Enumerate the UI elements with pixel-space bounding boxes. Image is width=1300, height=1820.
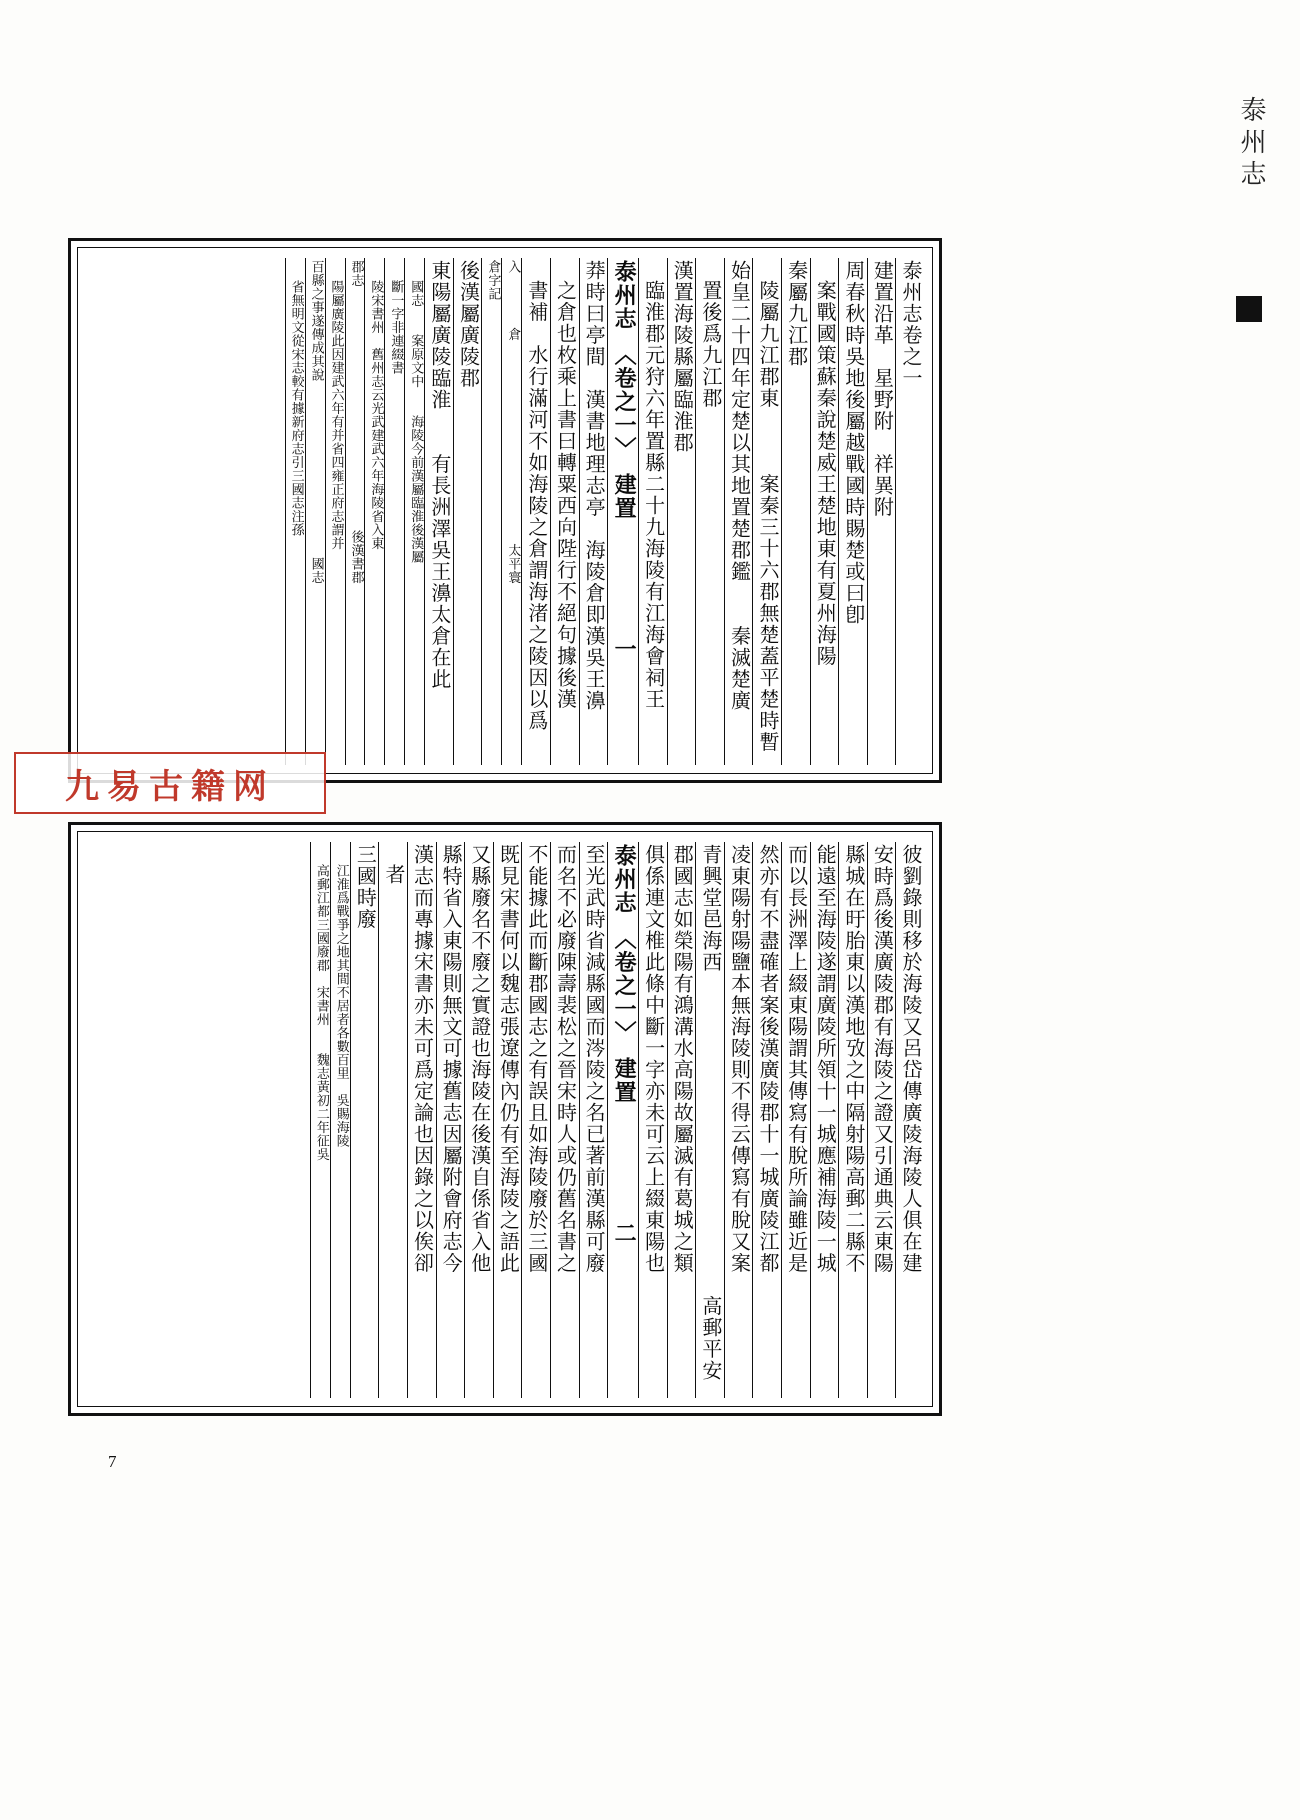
column-text: 郡國志如榮陽有鴻溝水高陽故屬滅有葛城之類 xyxy=(670,844,695,1274)
column-text: 而以長洲澤上綴東陽謂其傳寫有脫所論雖近是 xyxy=(784,844,809,1274)
column-text: 陽屬廣陵此因建武六年有并省四雍正府志謂并 xyxy=(328,280,344,550)
text-column xyxy=(752,842,781,1398)
text-column xyxy=(493,842,522,1398)
watermark-stamp: 九易古籍网 xyxy=(14,752,326,814)
text-column xyxy=(384,258,404,765)
column-text: 安時爲後漢廣陵郡有海陵之證又引通典云東陽 xyxy=(870,844,895,1274)
column-text: 縣特省入東陽則無文可據舊志因屬附會府志今 xyxy=(439,844,464,1274)
text-column xyxy=(867,842,896,1398)
column-text: 而名不必廢陳壽裴松之晉宋時人或仍舊名書之 xyxy=(553,844,578,1274)
text-column xyxy=(579,258,608,765)
spine-title: 泰州志 xyxy=(1236,96,1266,192)
text-column xyxy=(838,258,867,765)
column-text: 莽時曰亭間 漢書地理志亭 海陵倉即漢吳王濞 xyxy=(582,260,607,712)
text-column xyxy=(638,842,667,1398)
text-column xyxy=(325,258,345,765)
column-text: 臨淮郡元狩六年置縣二十九海陵有江海會祠王 xyxy=(641,280,666,710)
column-text: 倉字記 xyxy=(485,260,501,301)
text-column xyxy=(724,258,753,765)
text-column xyxy=(364,258,384,765)
text-column xyxy=(895,842,924,1398)
column-text: 郡志 後漢書郡 xyxy=(348,260,364,584)
text-frame-bottom xyxy=(68,822,942,1416)
column-text: 漢置海陵縣屬臨淮郡 xyxy=(670,260,695,454)
column-text: 置後爲九江郡 xyxy=(698,280,723,409)
column-text: 泰州志 〈卷之一〉 建置 二 xyxy=(611,844,638,1245)
column-text: 高郵江都三國廢郡 宋書州 魏志黃初二年征吳 xyxy=(313,864,329,1161)
text-column xyxy=(404,258,424,765)
text-column xyxy=(667,258,696,765)
text-column xyxy=(378,842,407,1398)
spine-seal-block xyxy=(1236,296,1262,322)
column-text: 之倉也枚乘上書曰轉粟西向陛行不絕句據後漢 xyxy=(553,280,578,710)
text-column xyxy=(607,842,638,1398)
column-text: 案戰國策蘇秦說楚威王楚地東有夏州海陽 xyxy=(813,280,838,667)
text-column xyxy=(867,258,896,765)
column-text: 斷一字非連綴書 xyxy=(388,280,404,375)
text-column xyxy=(550,258,579,765)
text-column xyxy=(638,258,667,765)
text-column xyxy=(550,842,579,1398)
column-text: 泰州志 〈卷之一〉 建置 一 xyxy=(611,260,638,661)
folio-number: 7 xyxy=(108,1452,117,1471)
column-text: 東陽屬廣陵臨淮 有長洲澤吳王濞太倉在此 xyxy=(427,260,452,690)
column-text: 然亦有不盡確者案後漢廣陵郡十一城廣陵江都 xyxy=(756,844,781,1274)
text-column xyxy=(501,258,521,765)
column-text: 百縣之事遂傳成其說 國志 xyxy=(308,260,324,584)
column-text: 陵宋書州 舊州志云光武建武六年海陵省入東 xyxy=(368,280,384,550)
column-text: 國志 案原文中 海陵今前漢屬臨淮後漢屬 xyxy=(408,280,424,564)
text-column xyxy=(607,258,638,765)
text-frame-top xyxy=(68,238,942,783)
text-column xyxy=(305,258,325,765)
column-text: 周春秋時吳地後屬越戰國時賜楚或曰卽 xyxy=(841,260,866,626)
text-column xyxy=(781,258,810,765)
text-frame-top-inner xyxy=(77,247,933,774)
text-column xyxy=(350,842,379,1398)
text-column xyxy=(521,258,550,765)
column-text: 縣城在旴胎東以漢地攷之中隔射陽高郵二縣不 xyxy=(841,844,866,1274)
column-group-top xyxy=(78,248,932,773)
text-column xyxy=(579,842,608,1398)
text-column xyxy=(667,842,696,1398)
column-text: 能遠至海陵遂謂廣陵所領十一城應補海陵一城 xyxy=(813,844,838,1274)
text-column xyxy=(464,842,493,1398)
text-column xyxy=(810,842,839,1398)
text-column xyxy=(407,842,436,1398)
text-column xyxy=(345,258,365,765)
text-column xyxy=(781,842,810,1398)
column-text: 建置沿革 星野附 祥異附 xyxy=(870,260,895,518)
text-column xyxy=(521,842,550,1398)
column-text: 江淮爲戰爭之地其間不居者各數百里 吳賜海陵 xyxy=(333,864,349,1148)
text-column xyxy=(436,842,465,1398)
text-column xyxy=(453,258,482,765)
column-text: 至光武時省減縣國而涔陵之名已著前漢縣可廢 xyxy=(582,844,607,1274)
column-text: 彼劉錄則移於海陵又呂岱傳廣陵海陵人俱在建 xyxy=(899,844,923,1274)
text-column xyxy=(285,258,305,765)
text-column xyxy=(695,258,724,765)
column-text: 既見宋書何以魏志張遼傳內仍有至海陵之語此 xyxy=(496,844,521,1274)
column-text: 俱係連文椎此條中斷一字亦未可云上綴東陽也 xyxy=(641,844,666,1274)
text-column xyxy=(724,842,753,1398)
column-text: 不能據此而斷郡國志之有誤且如海陵廢於三國 xyxy=(524,844,549,1274)
column-text: 秦屬九江郡 xyxy=(784,260,809,368)
text-column xyxy=(310,842,330,1398)
column-text: 入 倉 太平寰 xyxy=(505,260,521,584)
text-column xyxy=(810,258,839,765)
text-column xyxy=(752,258,781,765)
column-text: 青興堂邑海西 高郵平安 xyxy=(698,844,723,1382)
column-text: 泰州志卷之一 xyxy=(899,260,923,389)
text-column xyxy=(895,258,924,765)
column-group-bottom xyxy=(78,832,932,1406)
column-text: 始皇二十四年定楚以其地置楚郡鑑 秦滅楚廣 xyxy=(727,260,752,712)
text-column xyxy=(695,842,724,1398)
column-text: 者 xyxy=(381,864,406,886)
column-text: 省無明文從宋志較有據新府志引三國志注孫 xyxy=(288,280,304,537)
column-text: 陵屬九江郡東 案秦三十六郡無楚蓋平楚時暫 xyxy=(756,280,781,753)
text-frame-bottom-inner xyxy=(77,831,933,1407)
column-text: 又縣廢名不廢之實證也海陵在後漢自係省入他 xyxy=(467,844,492,1274)
column-text: 漢志而專據宋書亦未可爲定論也因錄之以俟卻 xyxy=(410,844,435,1274)
column-text: 後漢屬廣陵郡 xyxy=(456,260,481,389)
column-text: 凌東陽射陽鹽本無海陵則不得云傳寫有脫又案 xyxy=(727,844,752,1274)
text-column xyxy=(424,258,453,765)
column-text: 書補 水行滿河不如海陵之倉謂海渚之陵因以爲 xyxy=(524,280,549,732)
text-column xyxy=(481,258,501,765)
column-text: 三國時廢 xyxy=(353,844,378,930)
text-column xyxy=(330,842,350,1398)
text-column xyxy=(838,842,867,1398)
